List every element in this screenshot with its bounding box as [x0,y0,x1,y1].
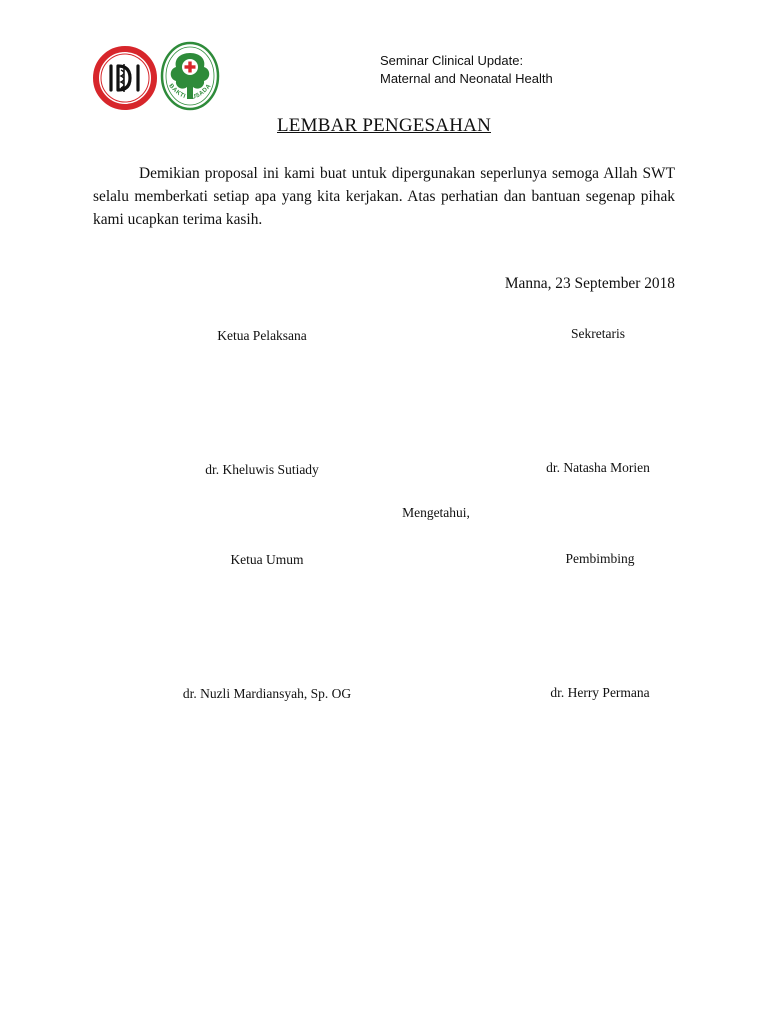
body-paragraph: Demikian proposal ini kami buat untuk dipergunakan seperlunya semoga Allah SWT selalu memberkati setiap apa yang kita kerjakan. Atas perhatian dan bantuan segenap pihak kami ucapkan terima kasih. [93,165,675,228]
seminar-header [380,52,553,88]
bakti-husada-logo [160,41,220,111]
name-ketua-umum: dr. Nuzli Mardiansyah, Sp. OG [182,686,352,701]
mengetahui-label: Mengetahui, [402,505,470,520]
name-pembimbing: dr. Herry Permana [550,685,650,700]
seminar-title-line2: Maternal and Neonatal Health [380,71,553,86]
role-ketua-umum: Ketua Umum [230,552,304,567]
role-pembimbing: Pembimbing [565,551,635,566]
page-title: LEMBAR PENGESAHAN [277,115,491,136]
seminar-title-line1: Seminar Clinical Update: [380,53,524,68]
name-ketua-pelaksana: dr. Kheluwis Sutiady [205,462,319,477]
bakti-husada-logo-text: BAKTI HUSADA [167,83,213,102]
idi-logo [93,46,157,110]
name-sekretaris: dr. Natasha Morien [546,460,650,475]
role-sekretaris: Sekretaris [571,326,625,341]
role-ketua-pelaksana: Ketua Pelaksana [217,328,307,343]
date-line: Manna, 23 September 2018 [504,275,675,292]
